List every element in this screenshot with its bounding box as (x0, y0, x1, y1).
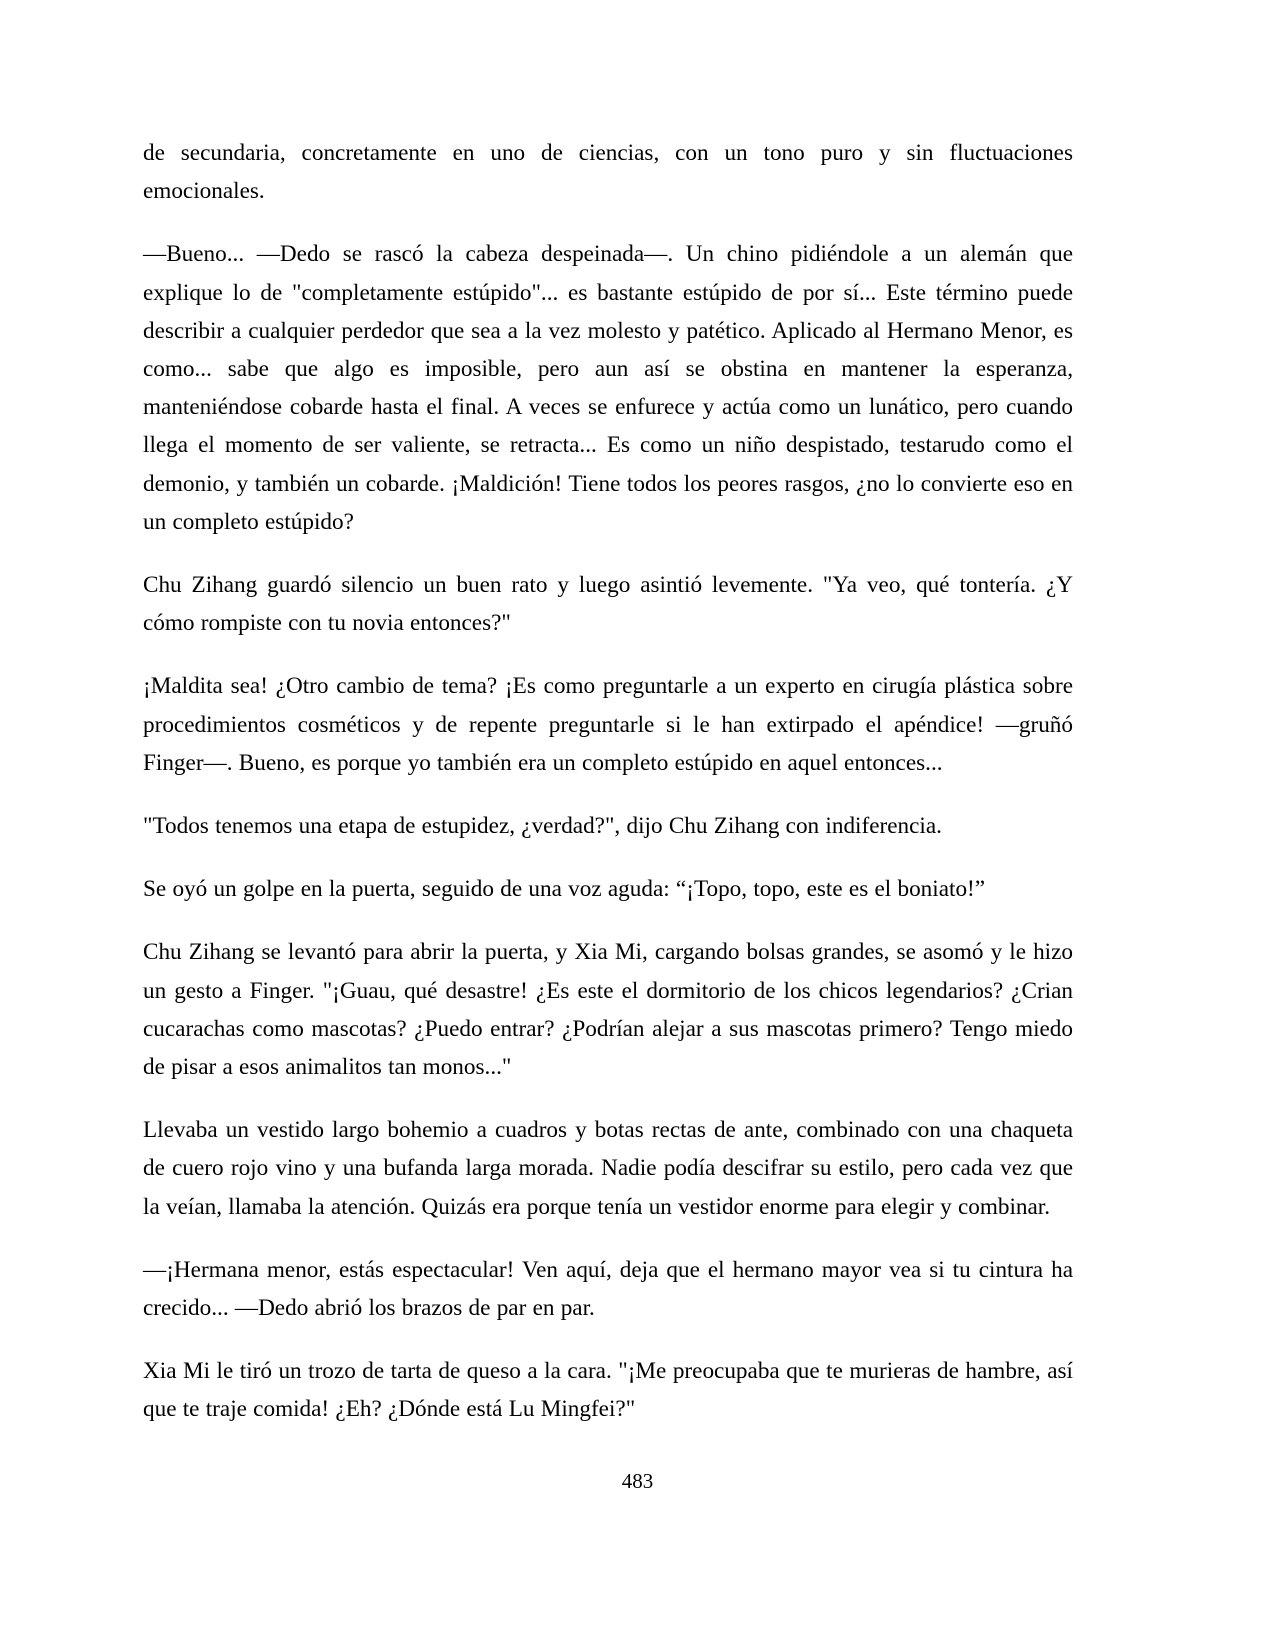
paragraph: Llevaba un vestido largo bohemio a cuadros y botas rectas de ante, combinado con una chaqueta de cuero rojo vino y una bufanda larga morada. Nadie podía descifrar su estilo, pero cada vez que la veían, llamaba la atención. Quizás era porque tenía un vestidor enorme para elegir y combinar. (143, 1117, 1073, 1220)
paragraph: Xia Mi le tiró un trozo de tarta de queso a la cara. "¡Me preocupaba que te murieras de hambre, así que te traje comida! ¿Eh? ¿Dónde está Lu Mingfei?" (143, 1358, 1073, 1423)
paragraph: ¡Maldita sea! ¿Otro cambio de tema? ¡Es como preguntarle a un experto en cirugía plástica sobre procedimientos cosméticos y de repente preguntarle si le han extirpado el apéndice! —gruñó Finger—. Bueno, es porque yo también era un completo estúpido en aquel entonces... (143, 673, 1073, 776)
paragraph: —¡Hermana menor, estás espectacular! Ven aquí, deja que el hermano mayor vea si tu cintura ha crecido... —Dedo abrió los brazos de par en par. (143, 1256, 1073, 1322)
paragraph: Chu Zihang se levantó para abrir la puerta, y Xia Mi, cargando bolsas grandes, se asomó y le hizo un gesto a Finger. "¡Guau, qué desastre! ¿Es este el dormitorio de los chicos legendarios? ¿Crian cucarachas como mascotas? ¿Puedo entrar? ¿Podrían alejar a sus mascotas primero? Tengo miedo de pisar a esos animalitos tan monos..." (143, 939, 1073, 1081)
paragraph: "Todos tenemos una etapa de estupidez, ¿verdad?", dijo Chu Zihang con indiferencia. (143, 813, 942, 840)
paragraph: Se oyó un golpe en la puerta, seguido de una voz aguda: “¡Topo, topo, este es el boniato!” (143, 876, 986, 903)
page-number: 483 (621, 1469, 654, 1493)
body-text-column (143, 134, 1073, 1429)
paragraph: Chu Zihang guardó silencio un buen rato y luego asintió levemente. "Ya veo, qué tontería. ¿Y cómo rompiste con tu novia entonces?" (143, 572, 1073, 637)
paragraph: —Bueno... —Dedo se rascó la cabeza despeinada—. Un chino pidiéndole a un alemán que explique lo de "completamente estúpido"... es bastante estúpido de por sí... Este término puede describir a cualquier perdedor que sea a la vez molesto y patético. Aplicado al Hermano Menor, es como... sabe que algo es imposible, pero aun así se obstina en mantener la esperanza, manteniéndose cobarde hasta el final. A veces se enfurece y actúa como un lunático, pero cuando llega el momento de ser valiente, se retracta... Es como un niño despistado, testarudo como el demonio, y también un cobarde. ¡Maldición! Tiene todos los peores rasgos, ¿no lo convierte eso en un completo estúpido? (143, 241, 1073, 535)
paragraph: de secundaria, concretamente en uno de ciencias, con un tono puro y sin fluctuaciones emocionales. (143, 140, 1073, 205)
